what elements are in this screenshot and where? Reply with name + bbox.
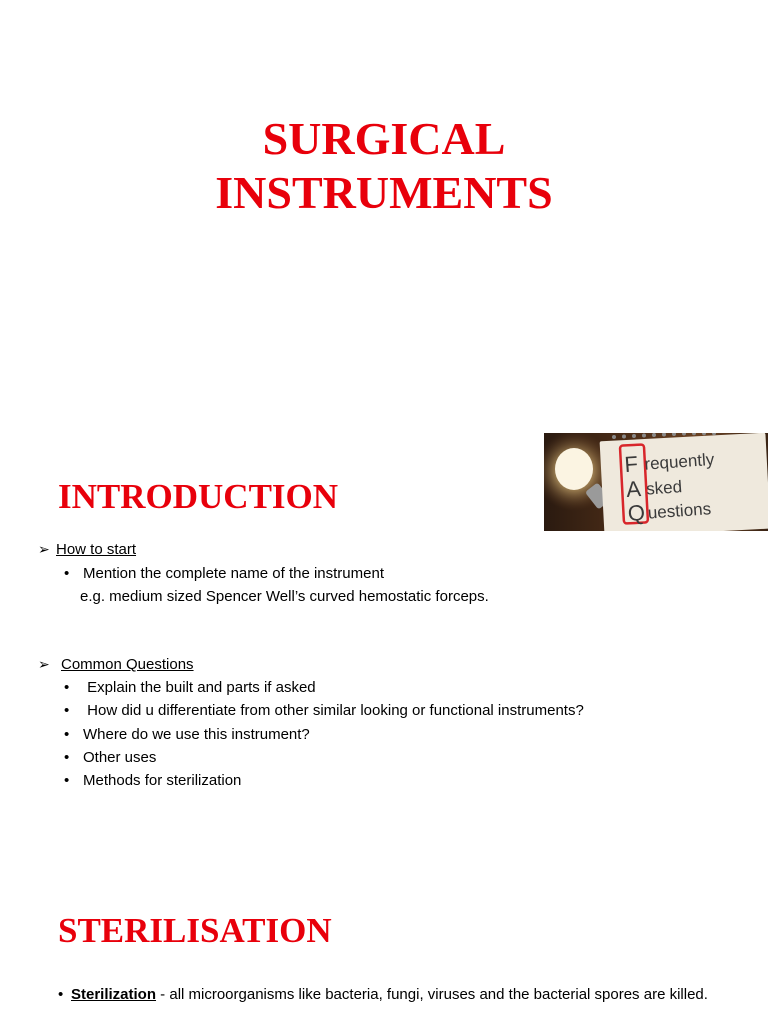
- example-text: e.g. medium sized Spencer Well’s curved hemostatic forceps.: [80, 588, 489, 605]
- sterilization-definition: [58, 985, 738, 1005]
- faq-illustration: [544, 433, 768, 531]
- common-questions-item: [38, 654, 194, 675]
- faq-letter-f: F: [623, 451, 639, 478]
- list-item: • Mention the complete name of the instrument: [62, 562, 384, 585]
- how-to-start-item: [38, 539, 136, 560]
- sterilization-term: Sterilization: [71, 986, 157, 1003]
- bullet-icon: •: [64, 679, 70, 696]
- how-to-start-label: How to start: [56, 541, 137, 558]
- bullet-icon: •: [64, 702, 70, 720]
- list-item: • Explain the built and parts if asked: [62, 676, 584, 699]
- bullet-icon: •: [58, 986, 64, 1003]
- bullet-icon: •: [64, 772, 70, 790]
- main-title: [0, 112, 768, 220]
- list-item: • Other uses: [62, 746, 584, 769]
- arrow-bullet-icon: ➢: [38, 656, 50, 672]
- faq-letter-a: A: [625, 476, 642, 503]
- title-line-2: INSTRUMENTS: [215, 167, 553, 218]
- bullet-icon: •: [64, 565, 70, 582]
- common-questions-bullets: [62, 676, 584, 792]
- arrow-bullet-icon: ➢: [38, 541, 50, 557]
- sterilization-definition-text: - all microorganisms like bacteria, fungi, viruses and the bacterial spores are killed.: [156, 986, 708, 1003]
- list-item: • How did u differentiate from other similar looking or functional instruments?: [62, 699, 584, 722]
- how-to-start-bullets: [62, 562, 384, 585]
- faq-lightbulb-image: [544, 433, 768, 531]
- lightbulb-icon: [555, 448, 593, 490]
- title-slide: [0, 0, 768, 300]
- bullet-icon: •: [64, 725, 70, 743]
- sterilisation-heading: STERILISATION: [58, 911, 332, 950]
- faq-word-sked: sked: [645, 477, 683, 499]
- title-line-1: SURGICAL: [262, 113, 506, 164]
- faq-word-requently: requently: [643, 449, 715, 474]
- introduction-heading: INTRODUCTION: [58, 477, 339, 516]
- list-item: • Where do we use this instrument?: [62, 723, 584, 746]
- list-item: • Methods for sterilization: [62, 769, 584, 792]
- bullet-icon: •: [64, 748, 70, 766]
- faq-word-uestions: uestions: [647, 499, 712, 523]
- faq-letter-q: Q: [626, 499, 646, 526]
- common-questions-label: Common Questions: [61, 656, 194, 673]
